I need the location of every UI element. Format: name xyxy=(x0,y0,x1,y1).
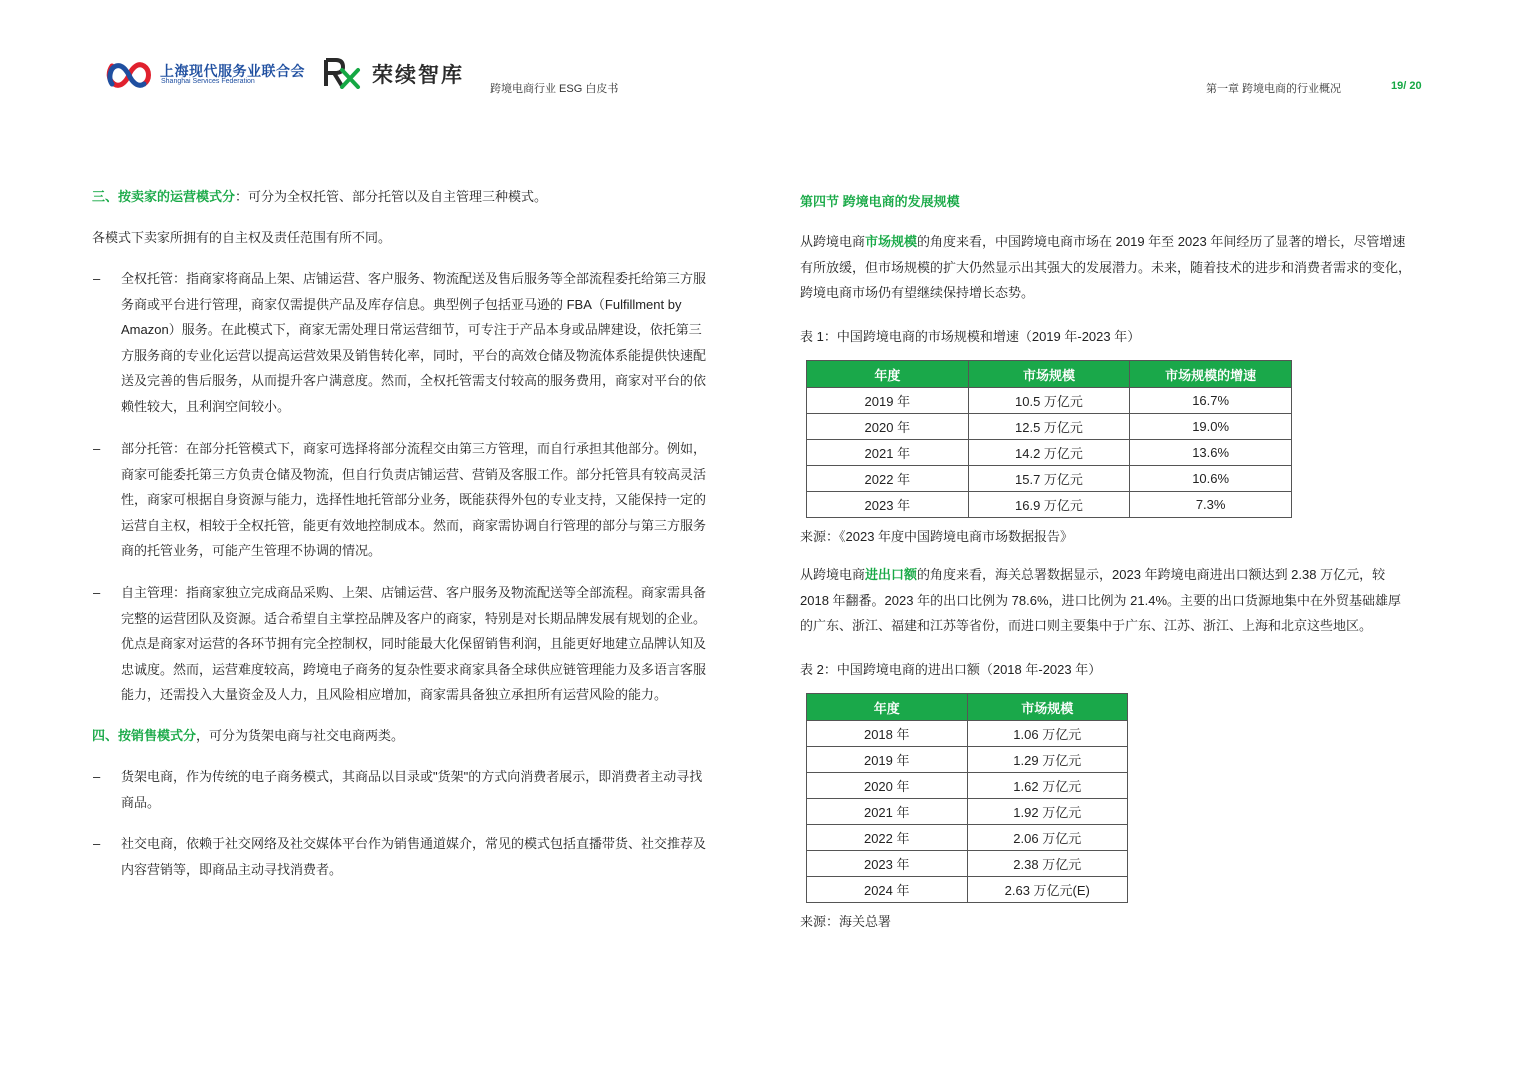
chapter-title: 第一章 跨境电商的行业概况 xyxy=(1206,83,1342,95)
text-line: 2018 年翻番。2023 年的出口比例为 78.6%，进口比例为 21.4%。主要的出口货源地集中在外贸基础雄厚 xyxy=(800,592,1402,608)
table-cell: 2.06 万亿元 xyxy=(967,825,1128,851)
text-line: 商品。 xyxy=(121,794,161,810)
table-cell: 2021 年 xyxy=(807,440,969,466)
text-line xyxy=(800,229,1438,255)
import-export-paragraph xyxy=(800,562,1438,639)
text-line: 忠诚度。然而，运营难度较高，跨境电子商务的复杂性要求商家具备全球供应链管理能力及多语言客服 xyxy=(121,661,707,677)
text-line: 能力，还需投入大量资金及人力，且风险相应增加，商家需具备独立承担所有运营风险的能力。 xyxy=(121,687,668,703)
text-line: 运营自主权，相较于全权托管，能更有效地控制成本。然而，商家需协调自行管理的部分与第三方服务 xyxy=(121,517,707,533)
text-line: 的广东、浙江、福建和江苏等省份，而进口则主要集中于广东、江苏、浙江、上海和北京这些地区。 xyxy=(800,618,1373,634)
table-row xyxy=(807,440,1292,466)
text-prefix: 从跨境电商 xyxy=(800,234,866,249)
federation-logo-icon xyxy=(106,58,152,92)
table-cell: 14.2 万亿元 xyxy=(968,440,1130,466)
table-cell: 1.62 万亿元 xyxy=(967,773,1128,799)
table-header-row xyxy=(807,361,1292,388)
text-line: 内容营销等，即商品主动寻找消费者。 xyxy=(121,861,343,877)
table-row xyxy=(807,747,1128,773)
brand-name: 荣续智库 xyxy=(372,63,464,87)
page-number: 19/ 20 xyxy=(1391,80,1422,92)
market-size-paragraph xyxy=(800,229,1438,306)
table-cell: 2020 年 xyxy=(807,414,969,440)
table-row xyxy=(807,773,1128,799)
table-cell: 19.0% xyxy=(1130,414,1292,440)
column-header: 年度 xyxy=(807,694,968,721)
table-row xyxy=(807,851,1128,877)
section3-heading: 三、按卖家的运营模式分 xyxy=(92,189,236,204)
text-line: 跨境电商市场仍有望继续保持增长态势。 xyxy=(800,285,1035,301)
intro-text: 各模式下卖家所拥有的自主权及责任范围有所不同。 xyxy=(92,230,392,245)
table1-source: 来源：《2023 年度中国跨境电商市场数据报告》 xyxy=(800,529,1074,544)
column-header: 市场规模的增速 xyxy=(1130,361,1292,388)
table-cell: 13.6% xyxy=(1130,440,1292,466)
table-cell: 1.06 万亿元 xyxy=(967,721,1128,747)
table2-caption: 表 2：中国跨境电商的进出口额（2018 年-2023 年） xyxy=(800,662,1102,677)
text-line: 送及完善的售后服务，从而提升客户满意度。然而，全权托管需支付较高的服务费用，商家对平台的依 xyxy=(121,373,707,389)
section4-title xyxy=(800,189,1440,215)
table-row xyxy=(807,414,1292,440)
text-line: 商的托管业务，可能产生管理不协调的情况。 xyxy=(121,543,382,559)
section4-text: ，可分为货架电商与社交电商两类。 xyxy=(196,728,405,743)
text-line: 有所放缓，但市场规模的扩大仍然显示出其强大的发展潜力。未来，随着技术的进步和消费者需求的变化， xyxy=(800,259,1412,275)
text-line: 社交电商，依赖于社交网络及社交媒体平台作为销售通道媒介，常见的模式包括直播带货、社交推荐及 xyxy=(121,836,707,851)
bullet-dash: – xyxy=(93,769,101,784)
org-name-cn: 上海现代服务业联合会 xyxy=(160,63,305,79)
section3-text: ：可分为全权托管、部分托管以及自主管理三种模式。 xyxy=(235,189,548,204)
table-cell: 2019 年 xyxy=(807,747,968,773)
table-row xyxy=(807,799,1128,825)
import-export-table xyxy=(806,693,1128,903)
market-size-table xyxy=(806,360,1292,518)
table-cell: 2022 年 xyxy=(807,466,969,492)
section3-paragraph xyxy=(92,184,732,210)
bullet-full-custody xyxy=(121,266,729,420)
section-title-text: 第四节 跨境电商的发展规模 xyxy=(800,194,960,209)
table-cell: 2.63 万亿元(E) xyxy=(967,877,1128,903)
table-row xyxy=(807,877,1128,903)
table-cell: 1.92 万亿元 xyxy=(967,799,1128,825)
column-header: 市场规模 xyxy=(967,694,1128,721)
text-line: 商家可能委托第三方负责仓储及物流，但自行负责店铺运营、营销及客服工作。部分托管具有较高灵活 xyxy=(121,466,707,482)
table-header-row xyxy=(807,694,1128,721)
table-cell: 2023 年 xyxy=(807,851,968,877)
bullet-dash: – xyxy=(93,441,101,456)
table-cell: 2018 年 xyxy=(807,721,968,747)
table-cell: 7.3% xyxy=(1130,492,1292,518)
table-cell: 16.9 万亿元 xyxy=(968,492,1130,518)
table-cell: 1.29 万亿元 xyxy=(967,747,1128,773)
document-title: 跨境电商行业 ESG 白皮书 xyxy=(490,83,619,95)
bullet-self-managed xyxy=(121,580,729,708)
text-prefix: 从跨境电商 xyxy=(800,567,866,582)
bullet-partial-custody xyxy=(121,436,729,564)
table-cell: 2024 年 xyxy=(807,877,968,903)
text-line: 自主管理：指商家独立完成商品采购、上架、店铺运营、客户服务及物流配送等全部流程。商家需具备 xyxy=(121,585,707,600)
table-row xyxy=(807,466,1292,492)
section4-heading: 四、按销售模式分 xyxy=(92,728,197,743)
table2-source: 来源：海关总署 xyxy=(800,914,892,929)
bullet-dash: – xyxy=(93,585,101,600)
table-cell: 10.6% xyxy=(1130,466,1292,492)
table-cell: 12.5 万亿元 xyxy=(968,414,1130,440)
org-name-en: Shanghai Services Federation xyxy=(161,78,255,85)
table-row xyxy=(807,721,1128,747)
bullet-social-ecommerce xyxy=(121,831,729,882)
column-header: 市场规模 xyxy=(968,361,1130,388)
text-line: 部分托管：在部分托管模式下，商家可选择将部分流程交由第三方管理，而自行承担其他部分。例如， xyxy=(121,441,707,456)
table-cell: 16.7% xyxy=(1130,388,1292,414)
text-line: 赖性较大，且利润空间较小。 xyxy=(121,398,291,414)
table-cell: 2022 年 xyxy=(807,825,968,851)
table-cell: 2019 年 xyxy=(807,388,969,414)
table-cell: 2023 年 xyxy=(807,492,969,518)
text-line: 完整的运营团队及资源。适合希望自主掌控品牌及客户的商家，特别是对长期品牌发展有规划的企业。 xyxy=(121,610,707,626)
highlight-keyword: 市场规模 xyxy=(865,234,918,249)
text-line: 方服务商的专业化运营以提高运营效果及销售转化率，同时，平台的高效仓储及物流体系能提供快速配 xyxy=(121,347,707,363)
text-line: Amazon）服务。在此模式下，商家无需处理日常运营细节，可专注于产品本身或品牌建设，依托第三 xyxy=(121,322,702,338)
bullet-shelf-ecommerce xyxy=(121,764,729,815)
table-cell: 15.7 万亿元 xyxy=(968,466,1130,492)
text-line: 全权托管：指商家将商品上架、店铺运营、客户服务、物流配送及售后服务等全部流程委托给第三方服 xyxy=(121,271,707,286)
text-line xyxy=(800,562,1438,588)
column-header: 年度 xyxy=(807,361,969,388)
text-rest: 的角度来看，海关总署数据显示，2023 年跨境电商进出口额达到 2.38 万亿元，较 xyxy=(917,567,1386,582)
table-cell: 10.5 万亿元 xyxy=(968,388,1130,414)
table-cell: 2021 年 xyxy=(807,799,968,825)
text-line: 货架电商，作为传统的电子商务模式，其商品以目录或"货架"的方式向消费者展示，即消费者主动寻找 xyxy=(121,769,703,784)
table-cell: 2020 年 xyxy=(807,773,968,799)
section4-paragraph xyxy=(92,723,732,749)
text-line: 优点是商家对运营的各环节拥有完全控制权，同时能最大化保留销售利润，且能更好地建立品牌认知及 xyxy=(121,636,707,652)
text-line: 性，商家可根据自身资源与能力，选择性地托管部分业务，既能获得外包的专业支持，又能保持一定的 xyxy=(121,492,707,508)
highlight-keyword: 进出口额 xyxy=(865,567,918,582)
text-line: 务商或平台进行管理，商家仅需提供产品及库存信息。典型例子包括亚马逊的 FBA（Fulfillment by xyxy=(121,296,682,312)
bullet-dash: – xyxy=(93,836,101,851)
table-row xyxy=(807,825,1128,851)
table-row xyxy=(807,492,1292,518)
text-rest: 的角度来看，中国跨境电商市场在 2019 年至 2023 年间经历了显著的增长，尽管增速 xyxy=(917,234,1406,249)
table-row xyxy=(807,388,1292,414)
table-cell: 2.38 万亿元 xyxy=(967,851,1128,877)
rx-brand-logo-icon xyxy=(323,57,361,89)
table1-caption: 表 1：中国跨境电商的市场规模和增速（2019 年-2023 年） xyxy=(800,329,1141,344)
bullet-dash: – xyxy=(93,271,101,286)
